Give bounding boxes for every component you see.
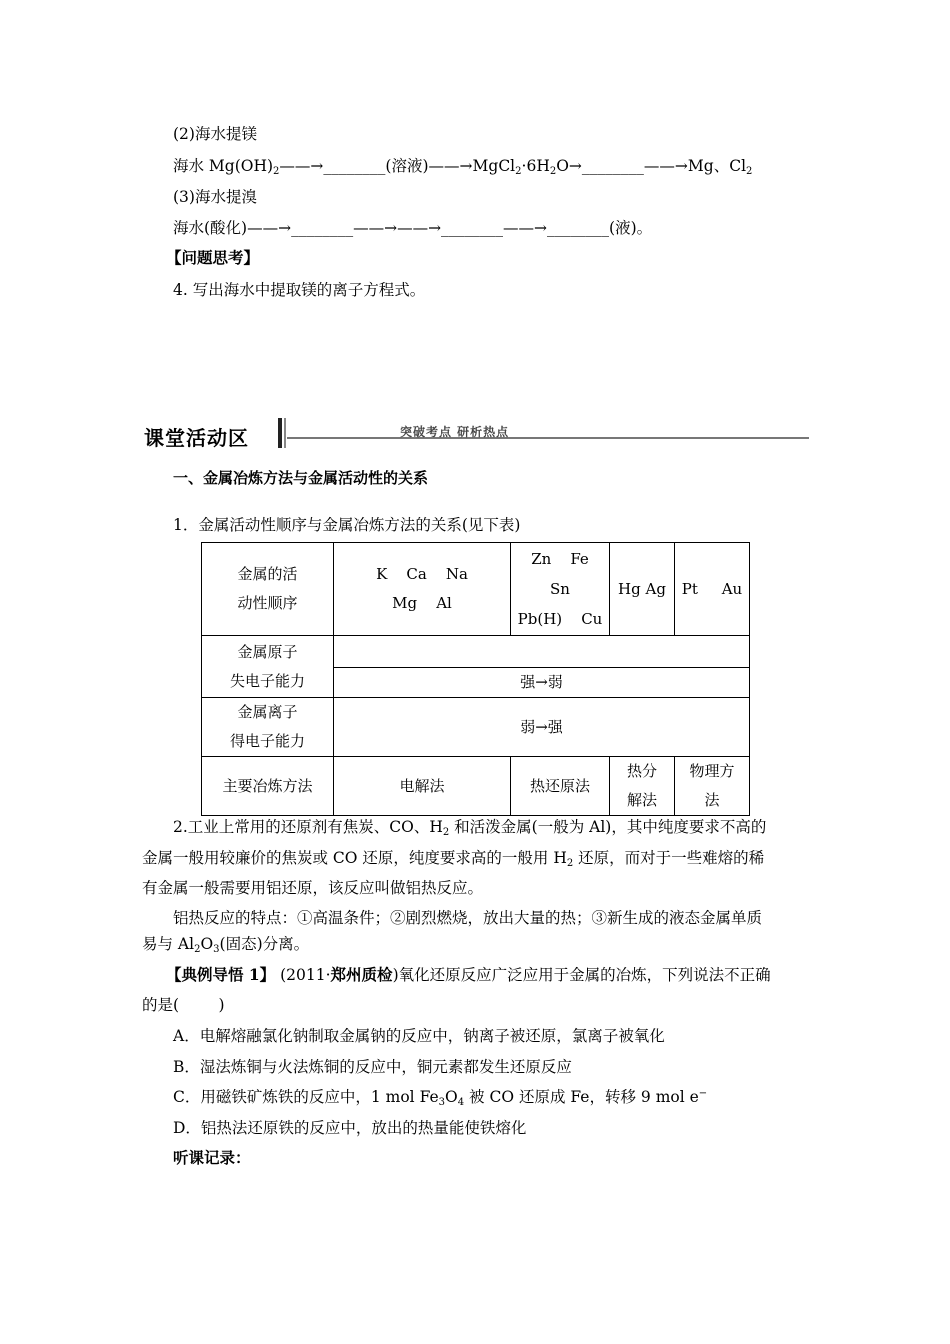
example-tag: 【典例导悟 1】 bbox=[166, 965, 276, 984]
flow-start-sub: 2 bbox=[273, 166, 280, 177]
option-c: C．用磁铁矿炼铁的反应中，1 mol $Fe_3O_4$ 被 CO 还原成 Fe，转移 9 mol e− bbox=[173, 1088, 708, 1108]
table-row bbox=[202, 698, 750, 757]
flow-arrow: ——→ bbox=[279, 157, 324, 175]
method-thermal-decomposition: 热分 解法 bbox=[610, 757, 675, 816]
flow-o-arrow: O→ bbox=[556, 157, 582, 175]
flow-hydrate-sub: 2 bbox=[549, 166, 557, 177]
flow-blank: ________ bbox=[323, 157, 386, 175]
method-thermal-reduction: 热还原法 bbox=[511, 757, 610, 816]
table-row bbox=[202, 636, 750, 668]
row-value: 强→弱 bbox=[334, 668, 750, 698]
option-b: B．湿法炼铜与火法炼铜的反应中，铜元素都发生还原反应 bbox=[173, 1058, 572, 1076]
flow-products: Mg、Cl bbox=[687, 157, 747, 175]
table-row bbox=[202, 543, 750, 636]
mg-extraction-flow bbox=[173, 154, 752, 176]
banner-divider bbox=[284, 418, 286, 448]
example-source: (2011· bbox=[280, 966, 331, 984]
table-row bbox=[202, 757, 750, 816]
banner-rule bbox=[287, 437, 809, 439]
example-question: )氧化还原反应广泛应用于金属的冶炼，下列说法不正确 bbox=[392, 966, 771, 984]
question-4: 4. 写出海水中提取镁的离子方程式。 bbox=[173, 281, 426, 299]
example-source-name: 郑州质检 bbox=[330, 965, 393, 984]
empty-cell bbox=[334, 636, 750, 668]
paragraph-2-line: 金属一般用较廉价的焦炭或 CO 还原，纯度要求高的一般用 $H_2$ 还原，而对于一些难熔的稀 bbox=[142, 849, 765, 869]
metal-group-3: Hg Ag bbox=[610, 543, 675, 636]
flow-start: 海水 Mg(OH) bbox=[173, 157, 274, 175]
metal-group-2: Zn Fe Sn Pb(H) Cu bbox=[511, 543, 610, 636]
flow-mgcl: MgCl bbox=[472, 157, 516, 175]
flow-hydrate: ·6H bbox=[521, 157, 550, 175]
row-header: 金属离子 得电子能力 bbox=[202, 698, 334, 757]
br-extraction-flow: 海水(酸化)——→________——→——→________——→________(液)。 bbox=[173, 219, 653, 237]
metal-activity-table bbox=[201, 542, 750, 816]
option-a: A．电解熔融氯化钠制取金属钠的反应中，钠离子被还原，氯离子被氧化 bbox=[173, 1027, 665, 1045]
method-physical: 物理方 法 bbox=[675, 757, 750, 816]
paragraph-3-line: 铝热反应的特点：①高温条件；②剧烈燃烧，放出大量的热；③新生成的液态金属单质 bbox=[173, 909, 763, 927]
flow-mgcl-sub: 2 bbox=[515, 166, 522, 177]
row-header: 主要冶炼方法 bbox=[202, 757, 334, 816]
method-electrolysis: 电解法 bbox=[334, 757, 511, 816]
paragraph-2-line: 2.工业上常用的还原剂有焦炭、CO、$H_2$ 和活泼金属(一般为 Al)，其中纯度要求不高的 bbox=[173, 818, 767, 838]
flow-arrow: ——→ bbox=[428, 157, 473, 175]
paragraph-2-line: 有金属一般需要用铝还原，该反应叫做铝热反应。 bbox=[142, 879, 484, 897]
metal-group-4: Pt Au bbox=[675, 543, 750, 636]
item-1-text: 1．金属活动性顺序与金属冶炼方法的关系(见下表) bbox=[173, 516, 521, 534]
notes-label: 听课记录： bbox=[173, 1148, 251, 1167]
flow-blank: ________ bbox=[581, 157, 644, 175]
option-d: D．铝热法还原铁的反应中，放出的热量能使铁熔化 bbox=[173, 1119, 527, 1137]
seawater-mg-title: (2)海水提镁 bbox=[173, 125, 257, 143]
seawater-br-title: (3)海水提溴 bbox=[173, 188, 257, 206]
row-value: 弱→强 bbox=[334, 698, 750, 757]
section-heading: 一、金属冶炼方法与金属活动性的关系 bbox=[173, 469, 429, 487]
question-heading: 【问题思考】 bbox=[166, 248, 260, 267]
paragraph-3-line: 易与 $Al_2O_3$(固态)分离。 bbox=[142, 935, 310, 955]
flow-arrow: ——→ bbox=[643, 157, 688, 175]
flow-solution: (溶液) bbox=[385, 157, 429, 175]
example-heading bbox=[166, 963, 771, 985]
section-banner-title: 课堂活动区 bbox=[144, 426, 249, 450]
row-header: 金属原子 失电子能力 bbox=[202, 636, 334, 698]
row-header: 金属的活 动性顺序 bbox=[202, 543, 334, 636]
section-banner-subtitle: 突破考点 研析热点 bbox=[400, 425, 510, 439]
banner-divider bbox=[278, 418, 282, 448]
flow-products-sub: 2 bbox=[746, 166, 753, 177]
metal-group-1: K Ca Na Mg Al bbox=[334, 543, 511, 636]
example-question-end: 的是( ) bbox=[142, 996, 225, 1014]
